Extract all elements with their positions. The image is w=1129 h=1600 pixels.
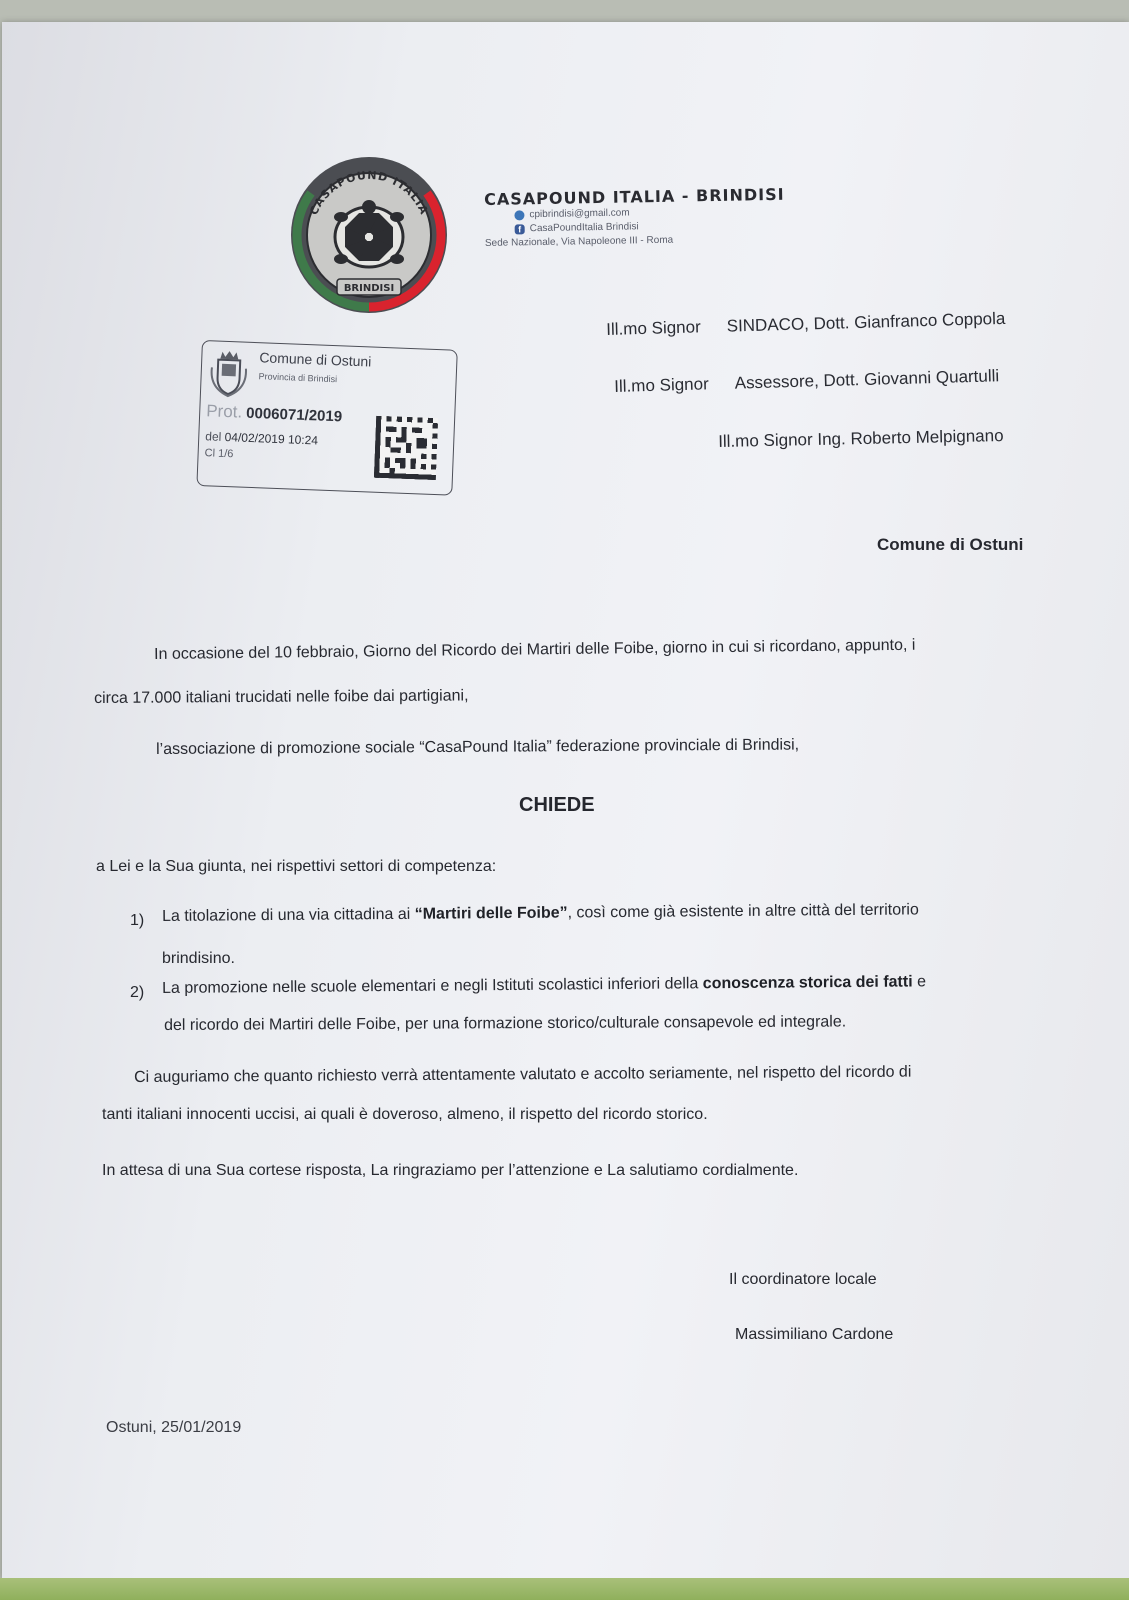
addressee-name: Assessore, Dott. Giovanni Quartulli [734,366,1000,393]
addressee-title: Ill.mo Signor [614,374,709,396]
crest-icon [207,347,251,399]
letterhead [484,183,865,251]
protocol-date-prefix: del [205,429,222,444]
place-and-date: Ostuni, 25/01/2019 [106,1419,242,1436]
email: cpibrindisi@gmail.com [529,207,630,221]
paragraph-4-line-1: Ci auguriamo che quanto richiesto verrà attentamente valutato e accolto seriamente, nel rispetto del ricordo di [134,1063,912,1086]
logo-text-top: CASAPOUND ITALIA [307,168,431,218]
logo-text-bottom: BRINDISI [343,283,395,294]
letter-page [2,22,1129,1578]
list-item-1-line-2: brindisino. [162,950,235,967]
addressee-name: Ing. Roberto Melpignano [817,426,1004,449]
addressee-3 [718,426,1004,452]
signature-role: Il coordinatore locale [729,1271,877,1288]
addressee-name: SINDACO, Dott. Gianfranco Coppola [726,308,1006,336]
paragraph-1-line-2: circa 17.000 italiani trucidati nelle foibe dai partigiani, [94,687,469,707]
addressee-2 [614,366,999,397]
mail-icon [514,210,524,220]
paragraph-3: a Lei e la Sua giunta, nei rispettivi settori di competenza: [96,858,497,875]
organization-name: CASAPOUND ITALIA - BRINDISI [484,184,785,209]
list-item-2-line-2: del ricordo dei Martiri delle Foibe, per una formazione storico/culturale consapevole ed integrale. [164,1013,847,1034]
stamp-subtitle: Provincia di Brindisi [258,371,338,385]
facebook-page: CasaPoundItalia Brindisi [529,221,639,235]
addressee-title: Ill.mo Signor [606,317,701,339]
protocol-label: Prot. [205,401,243,422]
protocol-classification: Cl 1/6 [204,447,234,461]
paragraph-4-line-2: tanti italiani innocenti uccisi, ai quali è doveroso, almeno, il rispetto del ricordo storico. [102,1106,708,1123]
signature-name: Massimiliano Cardone [735,1326,894,1343]
stamp-title: Comune di Ostuni [259,349,372,370]
list-item-2-number: 2) [130,984,145,1001]
list-item-1-number: 1) [130,912,145,929]
protocol-number: 0006071/2019 [245,404,343,426]
list-item-text: La titolazione di una via cittadina ai [162,905,415,925]
address: Sede Nazionale, Via Napoleone III - Roma [484,234,674,249]
list-item-bold: conoscenza storica dei fatti [702,973,913,993]
protocol-stamp [196,340,457,496]
list-item-text: e [912,973,927,991]
list-item-1-line-1 [162,901,919,926]
addressee-1 [606,309,1006,340]
paragraph-2: l’associazione di promozione sociale “CasaPound Italia” federazione provinciale di Brindisi, [156,736,800,758]
list-item-bold: “Martiri delle Foibe” [414,904,568,923]
protocol-date-value: 04/02/2019 10:24 [224,429,319,448]
list-item-text: La promozione nelle scuole elementari e negli Istituti scolastici inferiori della [162,975,703,997]
qr-code-icon [374,416,438,480]
addressee-title: Ill.mo Signor [718,430,813,451]
protocol-date [205,429,318,447]
background-surface [0,1578,1129,1600]
paragraph-1-line-1: In occasione del 10 febbraio, Giorno del Ricordo dei Martiri delle Foibe, giorno in cui si ricordano, appunto, i [154,636,916,663]
request-heading: CHIEDE [519,794,595,816]
list-item-text: , così come già esistente in altre città del territorio [567,901,919,922]
turtle-logo-icon [289,155,449,315]
paragraph-5: In attesa di una Sua cortese risposta, La ringraziamo per l’attenzione e La salutiamo cordialmente. [102,1162,799,1179]
recipient-office: Comune di Ostuni [877,535,1024,554]
facebook-icon: f [515,224,525,234]
list-item-2-line-1 [162,973,926,998]
